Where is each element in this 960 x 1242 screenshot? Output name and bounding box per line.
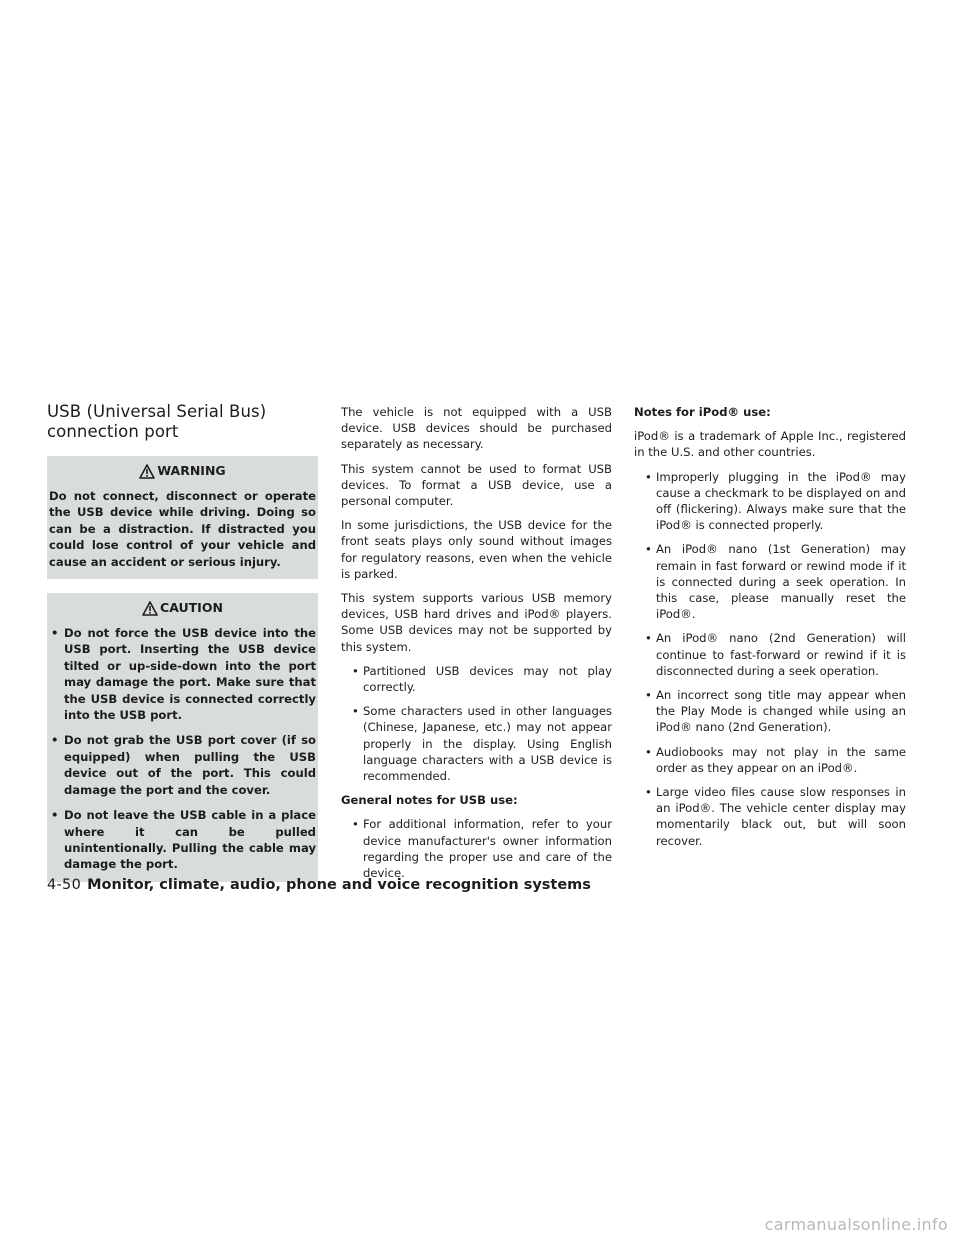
- caution-title: [49, 600, 316, 616]
- caution-item: • Do not force the USB device into the USB port. Inserting the USB device tilted or up-side-down into the port may damage the port. Make sure that the USB device is connected correctly into the USB port.: [49, 625, 316, 723]
- warning-title: [49, 463, 316, 479]
- ipod-intro: iPod® is a trademark of Apple Inc., registered in the U.S. and other countries.: [634, 429, 906, 460]
- paragraph: This system supports various USB memory devices, USB hard drives and iPod® players. Some USB devices may not be supported by this system.: [341, 591, 612, 654]
- caution-list: [49, 625, 316, 873]
- list-item: • Audiobooks may not play in the same order as they appear on an iPod®.: [634, 744, 906, 776]
- warning-triangle-icon: [142, 601, 158, 616]
- warning-title-text: WARNING: [157, 463, 226, 478]
- list-item: • An iPod® nano (2nd Generation) will continue to fast-forward or rewind if it is disconnected during a seek operation.: [634, 630, 906, 679]
- warning-triangle-icon: [139, 464, 155, 479]
- right-column: [634, 404, 906, 857]
- usb-support-list: [341, 663, 612, 784]
- paragraph: This system cannot be used to format USB devices. To format a USB device, use a personal computer.: [341, 461, 612, 509]
- caution-title-text: CAUTION: [160, 600, 223, 616]
- paragraph: In some jurisdictions, the USB device for the front seats plays only sound without images for regulatory reasons, even when the vehicle is parked.: [341, 518, 612, 581]
- list-item: • Large video files cause slow responses in an iPod®. The vehicle center display may momentarily black out, but will soon recover.: [634, 784, 906, 849]
- watermark: carmanualsonline.info: [764, 1215, 948, 1234]
- list-item: • Improperly plugging in the iPod® may cause a checkmark to be displayed on and off (flickering). Always make sure that the iPod® is connected properly.: [634, 469, 906, 534]
- ipod-notes-list: [634, 469, 906, 849]
- general-notes-list: [341, 816, 612, 881]
- list-item: • An iPod® nano (1st Generation) may remain in fast forward or rewind mode if it is connected during a seek operation. In this case, please manually reset the iPod®.: [634, 541, 906, 622]
- caution-item: • Do not leave the USB cable in a place where it can be pulled unintentionally. Pulling the cable may damage the port.: [49, 807, 316, 873]
- chapter-title: Monitor, climate, audio, phone and voice recognition systems: [87, 877, 591, 893]
- middle-column: [341, 404, 612, 889]
- list-item: • An incorrect song title may appear when the Play Mode is changed while using an iPod® nano (2nd Generation).: [634, 687, 906, 736]
- section-heading: [47, 402, 318, 442]
- ipod-notes-heading: Notes for iPod® use:: [634, 405, 771, 419]
- general-notes-heading: General notes for USB use:: [341, 793, 518, 808]
- list-item: • Some characters used in other languages (Chinese, Japanese, etc.) may not appear properly in the display. Using English language characters with a USB device is recommended.: [341, 703, 612, 784]
- page-footer: [47, 876, 591, 894]
- paragraph: The vehicle is not equipped with a USB device. USB devices should be purchased separately as necessary.: [341, 405, 612, 452]
- left-column: [47, 402, 318, 896]
- caution-box: [47, 593, 318, 882]
- caution-item: • Do not grab the USB port cover (if so equipped) when pulling the USB device out of the port. This could damage the port and the cover.: [49, 732, 316, 798]
- section-heading-line2: connection port: [47, 422, 179, 441]
- list-item: • For additional information, refer to your device manufacturer's owner information regarding the proper use and care of the device.: [341, 816, 612, 881]
- list-item: • Partitioned USB devices may not play correctly.: [341, 663, 612, 695]
- page-number: 4-50: [47, 877, 82, 893]
- warning-box: [47, 456, 318, 579]
- section-heading-line1: USB (Universal Serial Bus): [47, 402, 267, 421]
- warning-text: Do not connect, disconnect or operate the USB device while driving. Doing so can be a distraction. If distracted you could lose control of your vehicle and cause an accident or serious injury.: [49, 489, 316, 569]
